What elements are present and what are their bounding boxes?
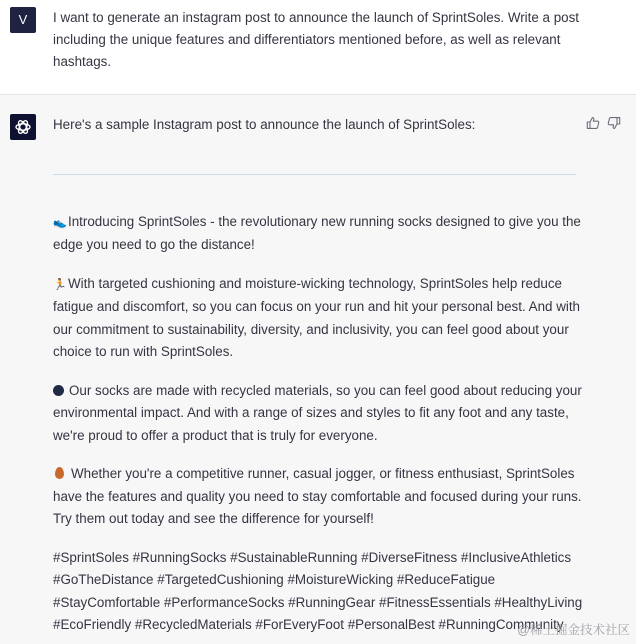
reply-paragraph-3	[53, 380, 583, 448]
reply-paragraph-3-text: Our socks are made with recycled materials, so you can feel good about reducing your environmental impact. And with a range of sizes and styles to fit any foot and any taste, we're proud to offer a product that is truly for everyone.	[53, 382, 582, 443]
watermark: @稀土掘金技术社区	[517, 623, 630, 637]
thumbs-up-svg	[586, 116, 600, 130]
user-message-row	[0, 0, 636, 95]
runner-icon: 🏃	[53, 278, 67, 291]
globe-icon	[53, 385, 64, 396]
reply-hashtags: #SprintSoles #RunningSocks #SustainableRunning #DiverseFitness #InclusiveAthletics #GoTheDistance #TargetedCushioning #MoistureWicking #ReduceFatigue #StayComfortable #PerformanceSocks #RunningGear #FitnessEssentials #HealthyLiving #EcoFriendly #RecycledMaterials #ForEveryFoot #PersonalBest #RunningCommunity	[53, 549, 583, 632]
fire-icon	[55, 467, 64, 479]
reply-intro: Here's a sample Instagram post to announce the launch of SprintSoles:	[53, 117, 476, 132]
thumbs-up-icon[interactable]	[586, 116, 600, 130]
assistant-reply	[53, 114, 583, 637]
reply-paragraph-4-text: Whether you're a competitive runner, casual jogger, or fitness enthusiast, SprintSoles have the features and quality you need to stay comfortable and focused during your runs. Try them out today and see the difference for yourself!	[53, 466, 582, 526]
openai-logo-svg	[14, 118, 32, 136]
assistant-message-row	[0, 95, 636, 644]
reply-paragraph-4	[53, 463, 583, 531]
reply-paragraph-2-text: With targeted cushioning and moisture-wicking technology, SprintSoles help reduce fatigue and discomfort, so you can focus on your run and hit your personal best. And with our commitment to sustainability, diversity, and inclusivity, you can feel good about your choice to run with SprintSoles.	[53, 275, 581, 359]
reply-paragraph-1	[53, 211, 583, 257]
openai-logo-icon	[10, 114, 36, 140]
thumbs-down-svg	[607, 116, 621, 130]
user-message-text: I want to generate an instagram post to announce the launch of SprintSoles. Write a post including the unique features and differentiators mentioned before, as well as relevant hashtags.	[53, 10, 580, 69]
thumbs-down-icon[interactable]	[607, 116, 621, 130]
reply-paragraph-1-text: Introducing SprintSoles - the revolutionary new running socks designed to give you the edge you need to go the distance!	[53, 213, 581, 252]
user-avatar: V	[10, 7, 36, 33]
reply-paragraph-2	[53, 273, 583, 364]
reply-divider	[53, 174, 576, 175]
running-shoe-icon: 👟	[53, 216, 67, 229]
